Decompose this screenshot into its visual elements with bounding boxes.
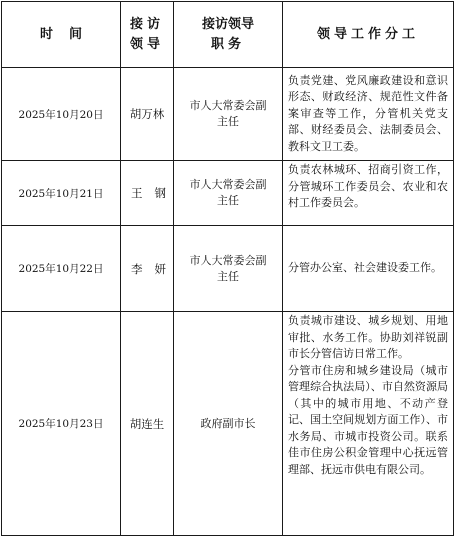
table-row xyxy=(2,226,454,312)
row-leader-name: 胡万林 xyxy=(121,68,174,161)
row-leader-post xyxy=(174,68,283,161)
row-duty-paragraph: 分管市住房和城乡建设局（城市管理综合执法局）、市自然资源局（其中的城市用地、不动产登记、国土空间规划方面工作）、市水务局、市城市投资公司。联系佳市住房公积金管理中心抚远管理部、抚远市供电有限公司。 xyxy=(288,363,448,476)
table-row xyxy=(2,161,454,226)
row-post-line-1: 政府副市长 xyxy=(200,416,256,430)
row-duty-paragraph: 负责城市建设、城乡规划、用地审批、水务工作。协助刘祥锐副市长分管信访日常工作。 xyxy=(288,314,448,360)
row-duty xyxy=(283,68,454,161)
header-leader-line-2: 领导 xyxy=(129,36,164,52)
leader-reception-table xyxy=(1,1,454,536)
row-post-line-1: 市人大常委会副 xyxy=(189,178,267,191)
table-row xyxy=(2,312,454,536)
row-date: 2025年10月22日 xyxy=(2,226,121,312)
row-leader-post xyxy=(174,161,283,226)
row-leader-name: 王钢 xyxy=(121,161,174,226)
row-duty-paragraph: 负责农林城环、招商引资工作，分管城环工作委员会、农业和农村工作委员会。 xyxy=(288,163,448,209)
row-duty xyxy=(283,226,454,312)
row-leader-name: 李妍 xyxy=(121,226,174,312)
row-date: 2025年10月21日 xyxy=(2,161,121,226)
header-time: 时间 xyxy=(2,2,121,68)
row-date: 2025年10月20日 xyxy=(2,68,121,161)
row-post-line-2: 主任 xyxy=(217,194,239,207)
row-post-line-1: 市人大常委会副 xyxy=(189,253,267,267)
row-post-line-2: 主任 xyxy=(217,269,239,283)
row-leader-name: 胡连生 xyxy=(121,312,174,536)
header-leader-line-1: 接访 xyxy=(129,16,164,32)
header-post-line-2: 职务 xyxy=(210,36,245,52)
header-post xyxy=(174,2,283,68)
table-row xyxy=(2,68,454,161)
row-duty xyxy=(283,312,454,536)
row-duty-paragraph: 分管办公室、社会建设委工作。 xyxy=(288,261,442,275)
row-duty-paragraph: 负责党建、党风廉政建设和意识形态、财政经济、规范性文件备案审查等工作，分管机关党支部、财经委员会、法制委员会、教科文卫工委。 xyxy=(288,73,448,153)
row-date: 2025年10月23日 xyxy=(2,312,121,536)
row-post-line-2: 主任 xyxy=(217,115,239,128)
row-post-line-1: 市人大常委会副 xyxy=(189,99,267,112)
row-duty xyxy=(283,161,454,226)
row-leader-post xyxy=(174,226,283,312)
header-row xyxy=(2,2,454,68)
header-leader xyxy=(121,2,174,68)
row-leader-post xyxy=(174,312,283,536)
header-post-line-1: 接访领导 xyxy=(201,16,254,32)
header-duty: 领导工作分工 xyxy=(283,2,454,68)
